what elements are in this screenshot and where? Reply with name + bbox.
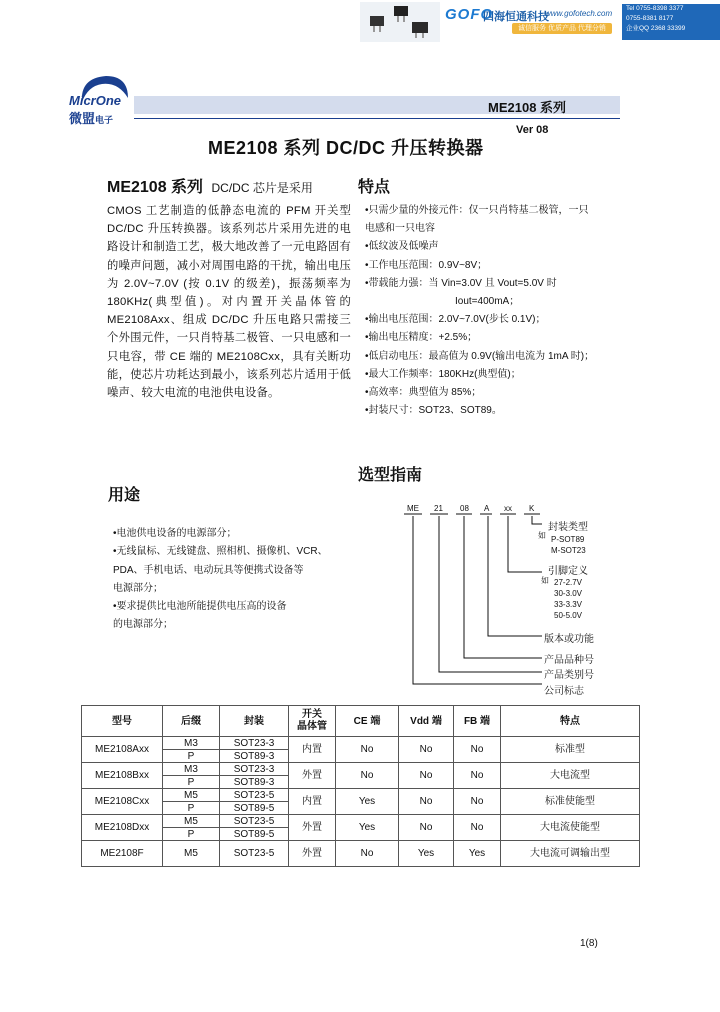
cell-suffix: P: [163, 750, 220, 763]
product-category-label: 产品类别号: [544, 670, 594, 681]
intro-heading-sub: DC/DC 芯片是采用: [211, 181, 313, 195]
cell-feature: 标准使能型: [501, 789, 640, 815]
voltage-mark: 如: [541, 576, 549, 585]
cell-switch: 内置: [289, 789, 336, 815]
application-item: PDA、手机电话、电动玩具等便携式设备等: [113, 564, 304, 576]
page-title: ME2108 系列 DC/DC 升压转换器: [208, 138, 484, 158]
cell-package: SOT89-3: [220, 776, 289, 789]
feature-item: •带载能力强：当 Vin=3.0V 且 Vout=5.0V 时: [365, 277, 557, 289]
cell-package: SOT89-5: [220, 828, 289, 841]
logo-name: MicrOne: [69, 93, 122, 108]
cell-switch: 外置: [289, 841, 336, 867]
feature-item: •工作电压范围：0.9V~8V；: [365, 259, 488, 271]
feature-item: •输出电压精度：+2.5%；: [365, 332, 478, 344]
cell-vdd: No: [399, 815, 454, 841]
applications-list: [113, 525, 353, 635]
application-item: •要求提供比电池所能提供电压高的设备: [113, 601, 287, 613]
code-part: ME: [407, 504, 419, 513]
cell-ce: No: [336, 737, 399, 763]
application-item: 的电源部分；: [113, 619, 173, 631]
package-option: P-SOT89: [551, 535, 585, 544]
cell-fb: Yes: [454, 841, 501, 867]
cell-feature: 标准型: [501, 737, 640, 763]
cell-ce: No: [336, 763, 399, 789]
model-table: [81, 705, 640, 867]
product-variety-label: 产品品种号: [544, 655, 594, 666]
features-list: [365, 202, 625, 420]
table-header-row: [82, 706, 640, 737]
cell-suffix: P: [163, 828, 220, 841]
table-row: [82, 737, 640, 750]
contact-box: [622, 4, 720, 40]
header-divider: [134, 118, 620, 119]
logo-cn-small: 电子: [95, 115, 114, 125]
feature-item: 电感和一只电容: [365, 223, 435, 235]
features-heading: 特点: [358, 179, 391, 196]
cell-ce: Yes: [336, 789, 399, 815]
cell-suffix: P: [163, 776, 220, 789]
cell-fb: No: [454, 763, 501, 789]
cell-package: SOT23-3: [220, 763, 289, 776]
code-part: 08: [460, 504, 469, 513]
cell-fb: No: [454, 815, 501, 841]
package-type-label: 封装类型: [548, 522, 588, 533]
cell-suffix: M5: [163, 841, 220, 867]
code-part: 21: [434, 504, 443, 513]
cell-vdd: No: [399, 737, 454, 763]
application-item: •无线鼠标、无线键盘、照相机、摄像机、VCR、: [113, 546, 328, 558]
feature-item: •只需少量的外接元件：仅一只肖特基二极管，一只: [365, 205, 589, 216]
contact-line: 0755-8381 8177: [626, 15, 674, 22]
cell-feature: 大电流可调输出型: [501, 841, 640, 867]
package-option: M-SOT23: [551, 546, 586, 555]
chip-photo: [360, 2, 440, 42]
version-label: 版本或功能: [544, 634, 594, 645]
intro-text: CMOS 工艺制造的低静态电流的 PFM 开关型 DC/DC 升压转换器。该系列芯片采用先进的电路设计和制造工艺，极大地改善了一元电路固有的噪声问题，减小对周围电路的干扰，输出电压为 2.0V~7.0V (按 0.1V 的级差)，振荡频率为 180KHz(典型值)。对内置开关晶体管的 ME2108Axx、组成 DC/DC 升压电路只需接三个外围元件，一只肖特基二极管、一只电感和一只电容，带 CE 端的 ME2108Cxx，具有关断功能，使芯片功耗达到最小，该系列芯片适用于低噪声、较大电流的电池供电设备。: [107, 205, 351, 400]
contact-line: Tel 0755-8398 3377: [626, 5, 684, 12]
intro-heading: [107, 174, 313, 197]
cell-package: SOT23-5: [220, 789, 289, 802]
table-row: [82, 763, 640, 776]
voltage-option: 33-3.3V: [554, 600, 583, 609]
code-part: A: [484, 504, 490, 513]
col-model: 型号: [82, 706, 163, 737]
cell-model: ME2108Cxx: [82, 789, 163, 815]
cell-switch: 内置: [289, 737, 336, 763]
application-item: •电池供电设备的电源部分；: [113, 528, 237, 539]
applications-heading: 用途: [108, 487, 141, 504]
cell-package: SOT89-5: [220, 802, 289, 815]
col-vdd: Vdd 端: [399, 706, 454, 737]
cell-suffix: M3: [163, 737, 220, 750]
application-item: 电源部分；: [113, 582, 163, 594]
cell-ce: No: [336, 841, 399, 867]
cell-suffix: M3: [163, 763, 220, 776]
pin-definition-label: 引脚定义: [548, 566, 588, 577]
cell-package: SOT89-3: [220, 750, 289, 763]
table-row: [82, 841, 640, 867]
cell-feature: 大电流型: [501, 763, 640, 789]
cell-model: ME2108Dxx: [82, 815, 163, 841]
cell-suffix: M5: [163, 789, 220, 802]
cell-vdd: No: [399, 763, 454, 789]
cell-suffix: M5: [163, 815, 220, 828]
cell-model: ME2108Axx: [82, 737, 163, 763]
feature-item: •低纹波及低噪声: [365, 241, 439, 253]
col-fb: FB 端: [454, 706, 501, 737]
cell-vdd: Yes: [399, 841, 454, 867]
col-suffix: 后缀: [163, 706, 220, 737]
logo-cn-main: 微盟: [69, 111, 96, 126]
col-ce: CE 端: [336, 706, 399, 737]
feature-item: •封装尺寸：SOT23、SOT89。: [365, 405, 502, 417]
feature-item: Iout=400mA；: [455, 296, 520, 308]
cell-feature: 大电流使能型: [501, 815, 640, 841]
logo-cn: [69, 108, 113, 127]
company-mark-label: 公司标志: [544, 686, 584, 697]
cell-package: SOT23-3: [220, 737, 289, 750]
gofo-company-name: 四海恒通科技: [483, 11, 549, 23]
selection-connector-lines: [400, 512, 560, 692]
cell-fb: No: [454, 789, 501, 815]
code-part: K: [529, 504, 535, 513]
header-series: ME2108 系列: [488, 100, 567, 115]
feature-item: •高效率：典型值为 85%；: [365, 387, 482, 399]
cell-model: ME2108Bxx: [82, 763, 163, 789]
col-package: 封装: [220, 706, 289, 737]
col-feature: 特点: [501, 706, 640, 737]
table-row: [82, 789, 640, 802]
contact-line: 企业QQ 2368 33399: [626, 25, 686, 32]
version: Ver 08: [516, 124, 549, 136]
feature-item: •输出电压范围：2.0V~7.0V(步长 0.1V)；: [365, 314, 546, 326]
col-switch: 开关 晶体管: [289, 706, 336, 737]
cell-suffix: P: [163, 802, 220, 815]
cell-model: ME2108F: [82, 841, 163, 867]
cell-package: SOT23-5: [220, 841, 289, 867]
cell-ce: Yes: [336, 815, 399, 841]
table-row: [82, 815, 640, 828]
code-part: xx: [504, 504, 512, 513]
voltage-option: 50-5.0V: [554, 611, 583, 620]
voltage-option: 27-2.7V: [554, 578, 583, 587]
cell-package: SOT23-5: [220, 815, 289, 828]
gofo-slogan: 诚信服务 优质产品 代理分销: [512, 23, 612, 34]
feature-item: •低启动电压：最高值为 0.9V(输出电流为 1mA 时)；: [365, 350, 595, 362]
package-mark: 如: [538, 531, 546, 540]
page-number: 1(8): [580, 938, 598, 949]
cell-fb: No: [454, 737, 501, 763]
intro-heading-main: ME2108 系列: [107, 179, 204, 196]
gofo-brand: GOFO: [445, 6, 494, 23]
gofo-url[interactable]: www.gofotech.com: [545, 9, 613, 18]
feature-item: •最大工作频率：180KHz(典型值)；: [365, 368, 521, 380]
cell-switch: 外置: [289, 815, 336, 841]
voltage-option: 30-3.0V: [554, 589, 583, 598]
selection-heading: 选型指南: [358, 467, 423, 484]
cell-vdd: No: [399, 789, 454, 815]
cell-switch: 外置: [289, 763, 336, 789]
